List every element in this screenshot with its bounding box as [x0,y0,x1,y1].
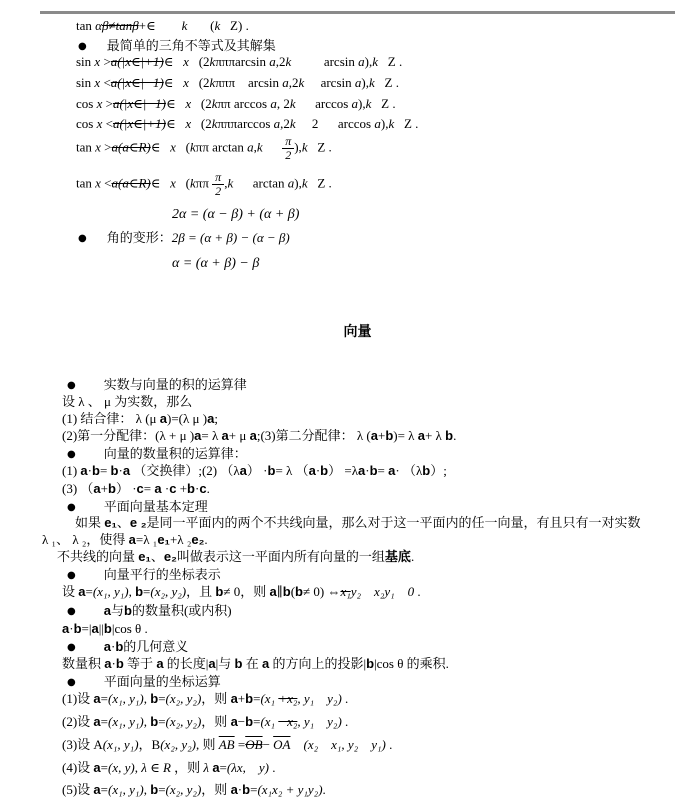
formula-segment: 2β = (α + β) − (α − β) [171,230,290,245]
formula-segment: 2α = (α − β) + (α + β) [172,207,300,222]
page-top-rule [40,11,675,14]
formula-segment: (x, y) [108,760,135,775]
formula-distributive-laws: (2)第一分配律：(λ + μ )a= λ a+ μ a;(3)第二分配律： λ (a+b)= λ a+ λ b. [62,428,457,443]
formula-segment: x [96,96,103,111]
bullet-line-geometric-meaning: ● a·b的几何意义 [67,639,189,654]
formula-segment: x [94,75,101,90]
formula-segment: λ ∈ R [141,760,171,775]
text-geometric-meaning-body: 数量积 a·b 等于 a 的长度|a|与 b 在 a 的方向上的投影|b|cos θ 的乘积. [62,656,449,671]
formula-segment: (x₂, y₂) [160,737,196,752]
formula-segment: a [78,584,86,599]
formula-segment: a [122,463,131,478]
bullet-icon: ● [67,677,76,688]
formula-associative-law: (1) 结合律： λ (μ a)=(λ μ )a; [62,411,218,426]
formula-segment: a [282,75,289,90]
formula-sin-greater: sin x >a(|x∈|+1)∈ x (2kπππarcsin a,2k arcsin a),k Z . [76,54,403,69]
formula-segment: b [422,463,431,478]
formula-tan-identity: tan αβ≠tanβ+∈ k (k Z) . [76,18,249,33]
formula-segment: k [301,175,308,191]
formula-dot-product-coordinates: (5)设 a=(x₁, y₁), b=(x₂, y₂)，则 a·b=(x₁x₂ + y₁y₂). [62,782,326,797]
formula-lambda-e1-e2: λ ₁、 λ ₂，使得 a=λ ₁e₁+λ ₂e₂. [42,532,208,547]
formula-segment: a [208,656,216,671]
section-title: 向量 [343,323,372,339]
formula-segment: b [385,428,394,443]
formula-segment: b [108,481,116,496]
formula-segment: −x₂ [278,714,298,729]
formula-segment: a(a∈R) [111,175,151,191]
formula-segment: a [261,656,270,671]
bullet-line-trig-inequalities: ● 最简单的三角不等式及其解集 [78,38,276,53]
formula-segment: x [185,116,192,131]
bullet-icon: ● [67,642,76,653]
formula-segment: x₁ [340,584,351,599]
formula-segment: a [370,428,378,443]
bullet-icon: ● [67,449,76,460]
formula-segment: b [320,463,329,478]
formula-segment: b [73,621,82,636]
formula-segment: b [115,639,124,654]
formula-segment: b [150,691,159,706]
formula-segment: a(|x∈|−1) [110,75,164,90]
formula-vector-subtraction: (2)设 a=(x₁, y₁), b=(x₂, y₂)，则 a−b=(x₁ −x₂, y₁ y₂) . [62,714,349,729]
formula-segment: b [103,621,112,636]
formula-segment: a [194,428,202,443]
formula-cos-less: cos x <a(|x∈|+1)∈ x (2kπππarccos a,2k 2 arccos a),k Z . [76,116,419,131]
formula-segment: (x₁ [260,691,279,706]
formula-segment: a [156,656,164,671]
formula-segment: (x₁, y₁) [108,782,144,797]
fraction: $\frac{\pi}{2}$ [212,171,224,198]
text-basis-definition: 不共线的向量 e₁、e₂叫做表示这一平面内所有向量的一组基底. [57,549,415,564]
formula-segment: (x₁, y₁) [92,584,129,599]
text-let-lambda-mu: 设 λ 、 μ 为实数，那么 [62,394,193,409]
formula-segment: y₂ x₂y₁ 0 [350,584,415,599]
formula-segment: a [388,463,396,478]
formula-segment: a [351,96,359,111]
formula-segment: e₁ [138,549,151,564]
formula-segment: a [93,760,101,775]
bullet-line-dot-product-def: ● a与b的数量积(或内积) [67,603,232,618]
formula-segment: x [170,175,176,191]
formula-segment: k [388,116,395,131]
formula-alpha [172,255,259,273]
formula-segment: k [190,175,196,191]
formula-segment: (x₁, y₁) [108,714,144,729]
formula-segment: k [211,116,218,131]
formula-dot-product-cos: a·b=|a||b|cos θ . [62,621,148,636]
formula-segment: b [245,714,254,729]
formula-vector-addition: (1)设 a=(x₁, y₁), b=(x₂, y₂)，则 a+b=(x₁ +x₂, y₁ y₂) . [62,691,349,706]
formula-segment: k [372,54,378,69]
formula-dot-product-commutative: (1) a·b= b·a （交换律）;(2) （λa） ·b= λ （a·b） =λa·b= a· （λb）; [62,463,447,478]
formula-segment: a(a∈R) [111,139,151,155]
formula-segment: a [159,411,167,426]
formula-segment: k [368,75,375,90]
formula-segment: c [169,481,177,496]
bullet-line-coordinate-operations: ● 平面向量的坐标运算 [67,674,221,689]
formula-cos-greater: cos x >a(|x∈|−1)∈ x (2kππ arccos a, 2k arccos a),k Z . [76,96,396,111]
formula-segment: (x₁x₂ + y₁y₂) [257,782,323,797]
formula-segment: b [369,463,378,478]
formula-segment: k [214,18,221,33]
formula-segment: a [93,714,101,729]
formula-segment: a [103,639,111,654]
formula-segment: α = (α + β) − β [172,256,260,271]
formula-segment: a [247,139,254,155]
formula-segment: a [417,428,425,443]
formula-segment: a(|x∈|−1) [112,96,166,111]
formula-segment: k [209,54,216,69]
formula-segment: a [230,691,238,706]
formula-segment: b [245,691,254,706]
formula-segment: a [230,782,238,797]
formula-segment: α [95,18,102,33]
formula-segment: k [289,116,296,131]
formula-segment: e₂ [191,532,205,547]
formula-segment: (x₂, y₂) [165,691,202,706]
formula-tan-less: tan x <a(a∈R)∈ x (kππ $\frac{\pi}{2}$ ,k arctan a),k Z . [76,170,332,199]
formula-segment: a [93,481,101,496]
formula-segment: a [269,584,277,599]
formula-segment: (x₂ x₁, y₂ y₁) [303,737,386,752]
formula-segment: b [92,463,100,478]
formula-segment: e₂ [163,549,177,564]
formula-segment: b [234,656,243,671]
formula-tan-greater: tan x >a(a∈R)∈ x (kππ arctan a,k $\frac{\pi}{2}$ ),k Z . [76,134,332,163]
formula-segment: x [185,96,192,111]
bullet-icon: ● [78,233,87,244]
formula-segment: b [242,782,251,797]
formula-segment: k [209,75,216,90]
bullet-line-scalar-vector-product-laws: ● 实数与向量的积的运算律 [67,377,247,392]
formula-segment: k [181,18,188,33]
formula-segment: +x₂ [278,691,298,706]
formula-segment: a [354,75,362,90]
formula-segment: (x₂, y₂) [165,782,202,797]
text-fundamental-theorem-body: 如果 e₁、e ₂是同一平面内的两个不共线向量，那么对于这一平面内的任一向量，有且只有一对实数 [75,515,641,530]
formula-segment: a(|x∈|+1) [112,116,166,131]
formula-segment: a [62,621,70,636]
formula-segment: a [91,621,99,636]
formula-segment: a(|x∈|+1) [110,54,164,69]
formula-segment: a [128,532,136,547]
formula-segment: c [136,481,144,496]
formula-segment: e₁ [104,515,117,530]
formula-segment: a [358,463,366,478]
formula-segment: k [298,75,305,90]
formula-2alpha [172,206,299,224]
formula-segment: k [256,139,263,155]
formula-segment: $\overline{OA}$ [273,737,291,752]
formula-segment: b [135,584,144,599]
formula-sin-less: sin x <a(|x∈|−1)∈ x (2kπππ arcsin a,2k arcsin a),k Z . [76,75,399,90]
formula-segment: a [93,782,101,797]
formula-segment: k [301,139,308,155]
formula-segment: (x₁, y₁) [108,691,144,706]
formula-segment: a [212,760,220,775]
formula-vector-ab: (3)设 A(x₁, y₁)，B(x₂, y₂), 则 $\overline{AB} =OB- \overline{OA}$ (x₂ x₁, y₂ y₁) . [62,737,393,752]
bullet-line-angle-transform: ● 角的变形：2β = (α + β) − (α − β) [78,230,290,245]
formula-segment: (x₂, y₂) [165,714,202,729]
formula-segment: b [445,428,454,443]
formula-segment: k [365,96,372,111]
formula-segment: a [269,54,276,69]
formula-segment: a [308,463,316,478]
formula-segment: b [295,584,303,599]
formula-segment: a [239,463,247,478]
bullet-icon: ● [67,570,76,581]
formula-segment: k [211,96,218,111]
formula-segment: a [270,96,277,111]
formula-segment: a [273,116,281,131]
formula-parallel-condition: 设 a=(x₁, y₁), b=(x₂, y₂)，且 b≠ 0，则 a∥b(b≠ 0) ⇔x₁y₂ x₂y₁ 0 . [62,584,421,599]
fraction: $\frac{\pi}{2}$ [282,135,294,162]
formula-segment: a [154,481,162,496]
bullet-icon: ● [67,502,76,513]
formula-segment: b [282,584,291,599]
formula-segment: a [221,428,229,443]
formula-segment: a [104,656,112,671]
formula-dot-product-distributive: (3) （a+b） ·c= a ·c +b·c. [62,481,210,496]
formula-segment: , y₁ y₂) [297,691,342,706]
formula-segment: b [267,463,276,478]
formula-scalar-multiple: (4)设 a=(x, y), λ ∈ R ，则 λ a=(λx, y) . [62,760,276,775]
formula-segment: x [183,75,189,90]
formula-segment: b [150,782,159,797]
formula-segment: (λx, y) [226,760,269,775]
formula-segment: (x₁ [260,714,279,729]
formula-segment: b [215,584,224,599]
formula-segment: b [366,656,375,671]
formula-segment: OB [245,737,263,752]
formula-segment: c [199,481,207,496]
formula-segment: e ₂ [129,515,147,530]
bullet-line-dot-product-laws: ● 向量的数量积的运算律： [67,446,247,461]
formula-segment: x [95,175,101,191]
formula-segment: x [170,139,176,155]
formula-segment: a [103,603,111,618]
formula-segment: a [374,116,381,131]
formula-segment: (x₂, y₂) [150,584,187,599]
formula-segment: $\overline{AB}$ [218,737,235,752]
formula-segment: a [287,175,295,191]
formula-segment: b [150,714,159,729]
formula-segment: a [93,691,101,706]
formula-segment: b [110,463,119,478]
bullet-icon: ● [67,380,76,391]
formula-segment: a [207,411,215,426]
formula-segment: a [230,714,238,729]
formula-segment: k [285,54,292,69]
formula-segment: x [183,54,189,69]
formula-segment: 基底 [384,549,411,564]
bullet-icon: ● [78,41,87,52]
formula-segment: , y₁ y₂) [297,714,342,729]
bullet-line-fundamental-theorem: ● 平面向量基本定理 [67,499,208,514]
formula-segment: x [96,116,103,131]
formula-segment: k [190,139,196,155]
formula-segment: b [123,603,132,618]
formula-segment: (x₁, y₁) [102,737,139,752]
formula-segment: k [289,96,296,111]
formula-segment: a [249,428,257,443]
bullet-line-parallel-coordinates: ● 向量平行的坐标表示 [67,567,221,582]
formula-segment: λ [203,760,213,775]
formula-segment: x [94,54,101,69]
formula-segment: β≠tanβ [101,18,139,33]
formula-segment: k [227,175,234,191]
bullet-icon: ● [67,606,76,617]
formula-segment: x [95,139,101,155]
formula-segment: b [115,656,124,671]
formula-segment: a [358,54,365,69]
formula-segment: b [187,481,195,496]
formula-segment: a [80,463,88,478]
formula-segment: e₁ [157,532,170,547]
